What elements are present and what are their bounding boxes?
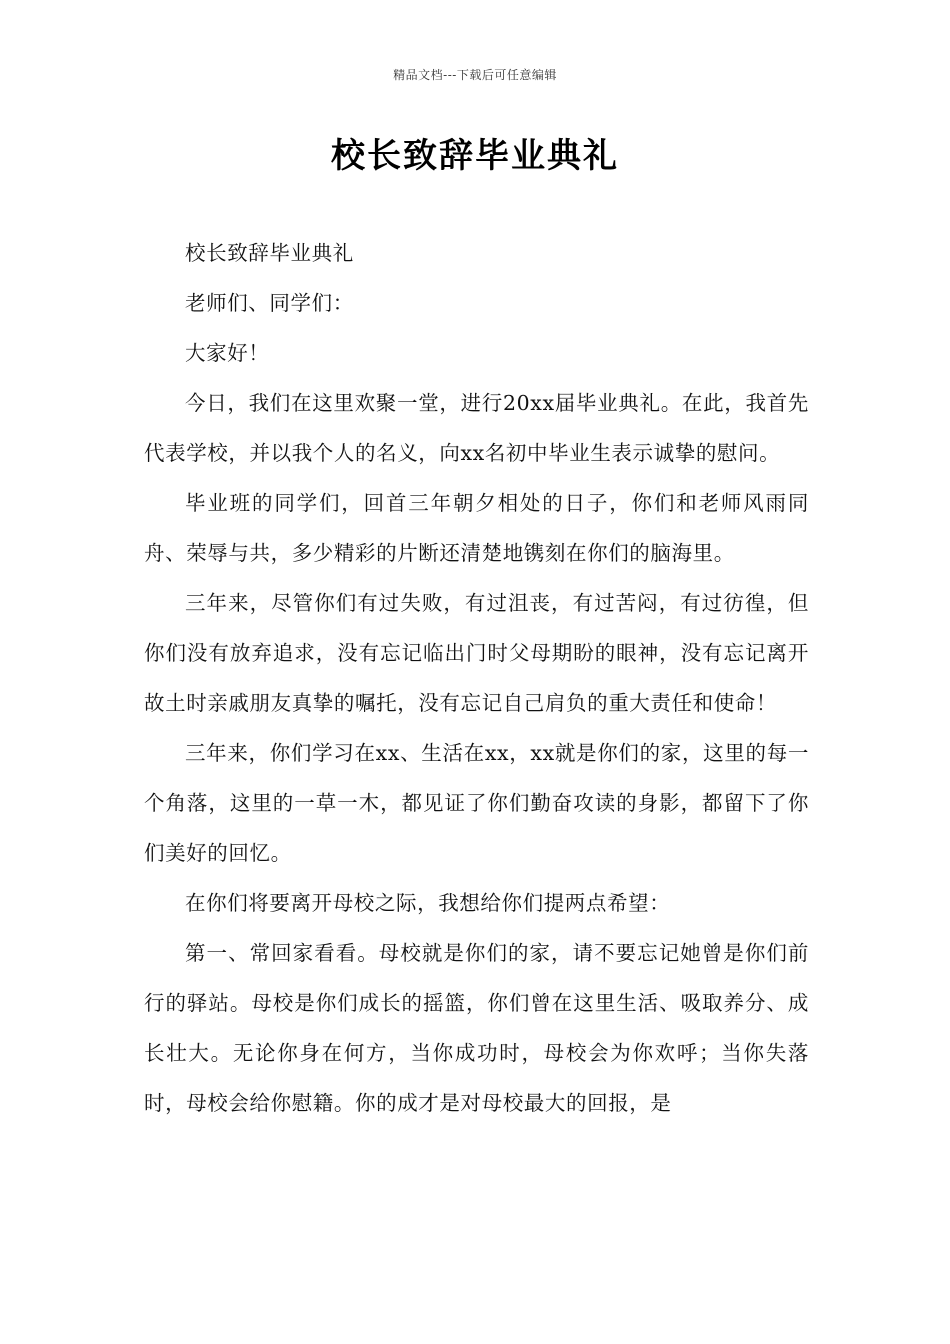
paragraph-subtitle: 校长致辞毕业典礼 — [185, 241, 354, 265]
paragraph-three-years-2: 三年来，你们学习在xx、生活在xx，xx就是你们的家，这里的每一个角落，这里的一草一木，都见证了你们勤奋攻读的身影，都留下了你们美好的回忆。 — [144, 741, 809, 865]
header-note: 精品文档---下载后可任意编辑 — [393, 68, 557, 82]
paragraph-three-years-1: 三年来，尽管你们有过失败，有过沮丧，有过苦闷，有过彷徨，但你们没有放弃追求，没有忘记临出门时父母期盼的眼神，没有忘记离开故土时亲戚朋友真挚的嘱托，没有忘记自己肩负的重大责任和使命！ — [144, 591, 809, 715]
paragraph-salutation: 老师们、同学们： — [185, 291, 354, 315]
document-title: 校长致辞毕业典礼 — [331, 136, 619, 176]
paragraph-memories: 毕业班的同学们，回首三年朝夕相处的日子，你们和老师风雨同舟、荣辱与共，多少精彩的片断还清楚地镌刻在你们的脑海里。 — [144, 491, 809, 565]
paragraph-hope-one: 第一、常回家看看。母校就是你们的家，请不要忘记她曾是你们前行的驿站。母校是你们成长的摇篮，你们曾在这里生活、吸取养分、成长壮大。无论你身在何方，当你成功时，母校会为你欢呼；当你失落时，母校会给你慰籍。你的成才是对母校最大的回报，是 — [144, 941, 809, 1115]
paragraph-greeting: 大家好！ — [185, 341, 270, 365]
paragraph-opening: 今日，我们在这里欢聚一堂，进行20xx届毕业典礼。在此，我首先代表学校，并以我个人的名义，向xx名初中毕业生表示诚挚的慰问。 — [144, 391, 809, 465]
paragraph-hopes-intro: 在你们将要离开母校之际，我想给你们提两点希望： — [185, 891, 671, 915]
document-body — [144, 228, 809, 1128]
